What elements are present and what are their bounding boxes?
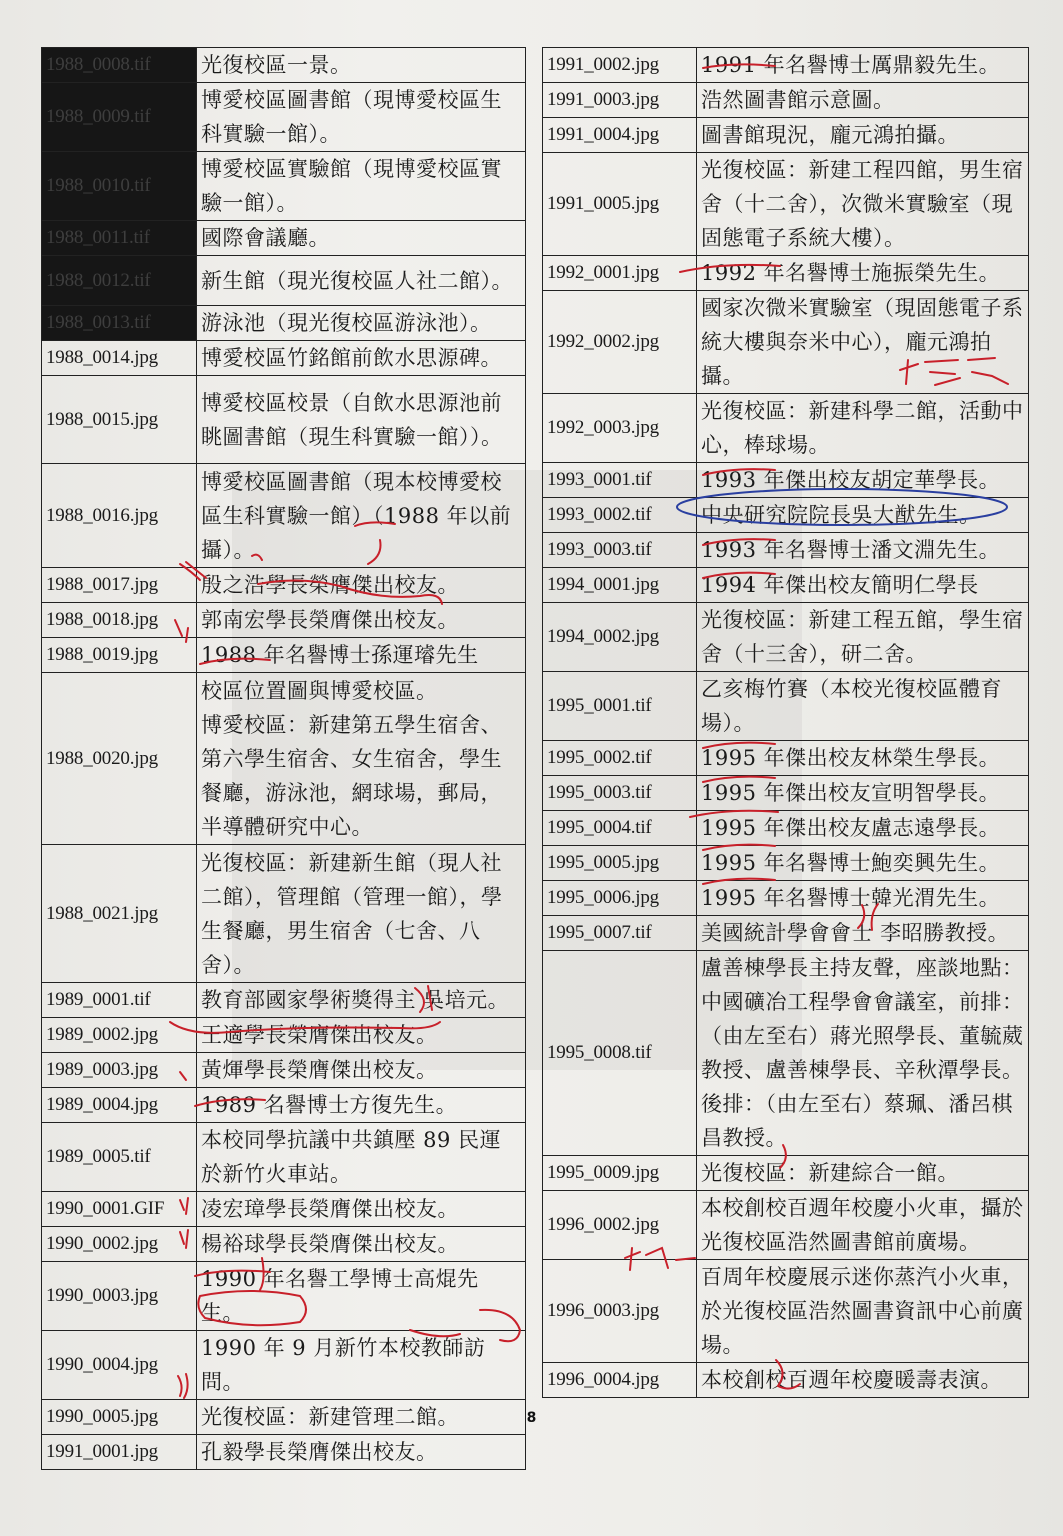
page-number: 8 xyxy=(526,1410,537,1426)
file-name-cell: 1995_0005.jpg xyxy=(543,846,697,881)
file-name-cell: 1988_0014.jpg xyxy=(42,341,197,376)
file-name-cell: 1989_0003.jpg xyxy=(42,1053,197,1088)
table-row xyxy=(543,1156,1029,1191)
file-name-cell: 1993_0003.tif xyxy=(543,533,697,568)
description-cell: 國家次微米實驗室（現固態電子系統大樓與奈米中心），龐元鴻拍攝。 xyxy=(697,291,1029,394)
table-row xyxy=(42,341,526,376)
catalog-table-right xyxy=(542,47,1029,1398)
description-cell: 圖書館現況，龐元鴻拍攝。 xyxy=(697,118,1029,153)
table-row xyxy=(543,533,1029,568)
description-cell: 博愛校區圖書館（現博愛校區生科實驗一館）。 xyxy=(197,83,526,152)
description-cell: 百周年校慶展示迷你蒸汽小火車，於光復校區浩然圖書資訊中心前廣場。 xyxy=(697,1260,1029,1363)
table-row xyxy=(543,291,1029,394)
file-name-cell: 1992_0002.jpg xyxy=(543,291,697,394)
description-cell: 1992 年名譽博士施振榮先生。 xyxy=(697,256,1029,291)
table-row xyxy=(42,256,526,306)
file-name-cell: 1988_0009.tif xyxy=(42,83,197,152)
description-cell: 1991 年名譽博士厲鼎毅先生。 xyxy=(697,48,1029,83)
file-name-cell: 1990_0004.jpg xyxy=(42,1331,197,1400)
file-name-cell: 1995_0008.tif xyxy=(543,951,697,1156)
table-row xyxy=(543,881,1029,916)
description-cell: 郭南宏學長榮膺傑出校友。 xyxy=(197,603,526,638)
file-name-cell: 1993_0002.tif xyxy=(543,498,697,533)
description-cell: 光復校區：新建新生館（現人社二館），管理館（管理一館），學生餐廳，男生宿舍（七舍、八舍）。 xyxy=(197,845,526,983)
description-cell: 國際會議廳。 xyxy=(197,221,526,256)
description-cell: 1993 年名譽博士潘文淵先生。 xyxy=(697,533,1029,568)
description-cell: 黃煇學長榮膺傑出校友。 xyxy=(197,1053,526,1088)
file-name-cell: 1992_0003.jpg xyxy=(543,394,697,463)
description-cell: 光復校區一景。 xyxy=(197,48,526,83)
description-cell: 美國統計學會會士 李昭勝教授。 xyxy=(697,916,1029,951)
description-cell: 游泳池（現光復校區游泳池）。 xyxy=(197,306,526,341)
file-name-cell: 1988_0015.jpg xyxy=(42,376,197,464)
file-name-cell: 1991_0001.jpg xyxy=(42,1435,197,1470)
table-row xyxy=(543,568,1029,603)
description-cell: 光復校區：新建工程五館，學生宿舍（十三舍），研二舍。 xyxy=(697,603,1029,672)
table-row xyxy=(543,741,1029,776)
file-name-cell: 1995_0002.tif xyxy=(543,741,697,776)
file-name-cell: 1989_0005.tif xyxy=(42,1123,197,1192)
table-row xyxy=(42,1053,526,1088)
description-cell: 殷之浩學長榮膺傑出校友。 xyxy=(197,568,526,603)
file-name-cell: 1988_0018.jpg xyxy=(42,603,197,638)
file-name-cell: 1995_0009.jpg xyxy=(543,1156,697,1191)
file-name-cell: 1988_0020.jpg xyxy=(42,673,197,845)
table-row xyxy=(543,394,1029,463)
table-row xyxy=(42,1088,526,1123)
description-cell: 1995 年名譽博士鮑奕興先生。 xyxy=(697,846,1029,881)
file-name-cell: 1995_0007.tif xyxy=(543,916,697,951)
description-cell: 光復校區：新建科學二館，活動中心，棒球場。 xyxy=(697,394,1029,463)
table-row xyxy=(543,951,1029,1156)
description-cell: 王適學長榮膺傑出校友。 xyxy=(197,1018,526,1053)
file-name-cell: 1988_0016.jpg xyxy=(42,464,197,568)
description-cell: 1990 年 9 月新竹本校教師訪問。 xyxy=(197,1331,526,1400)
file-name-cell: 1996_0004.jpg xyxy=(543,1363,697,1398)
table-row xyxy=(543,83,1029,118)
description-cell: 本校創校百週年校慶小火車，攝於光復校區浩然圖書館前廣場。 xyxy=(697,1191,1029,1260)
file-name-cell: 1988_0011.tif xyxy=(42,221,197,256)
file-name-cell: 1991_0005.jpg xyxy=(543,153,697,256)
description-cell: 光復校區：新建綜合一館。 xyxy=(697,1156,1029,1191)
table-row xyxy=(543,1191,1029,1260)
table-row xyxy=(543,1260,1029,1363)
description-cell: 楊裕球學長榮膺傑出校友。 xyxy=(197,1227,526,1262)
file-name-cell: 1995_0001.tif xyxy=(543,672,697,741)
table-row xyxy=(42,464,526,568)
description-cell: 1995 年傑出校友林榮生學長。 xyxy=(697,741,1029,776)
file-name-cell: 1990_0001.GIF xyxy=(42,1192,197,1227)
file-name-cell: 1996_0003.jpg xyxy=(543,1260,697,1363)
file-name-cell: 1988_0010.tif xyxy=(42,152,197,221)
description-cell: 博愛校區圖書館（現本校博愛校區生科實驗一館）（1988 年以前攝）。 xyxy=(197,464,526,568)
description-cell: 乙亥梅竹賽（本校光復校區體育場）。 xyxy=(697,672,1029,741)
table-row xyxy=(42,221,526,256)
table-row xyxy=(543,672,1029,741)
file-name-cell: 1996_0002.jpg xyxy=(543,1191,697,1260)
description-cell: 孔毅學長榮膺傑出校友。 xyxy=(197,1435,526,1470)
table-row xyxy=(42,152,526,221)
description-cell: 盧善棟學長主持友聲，座談地點：中國礦冶工程學會會議室，前排：（由左至右）蔣光照學長、董毓葳教授、盧善棟學長、辛秋潭學長。後排：（由左至右）蔡珮、潘呂棋昌教授。 xyxy=(697,951,1029,1156)
table-row xyxy=(42,1018,526,1053)
file-name-cell: 1988_0008.tif xyxy=(42,48,197,83)
file-name-cell: 1990_0005.jpg xyxy=(42,1400,197,1435)
file-name-cell: 1988_0021.jpg xyxy=(42,845,197,983)
file-name-cell: 1995_0004.tif xyxy=(543,811,697,846)
table-row xyxy=(42,1227,526,1262)
table-row xyxy=(543,846,1029,881)
table-row xyxy=(42,1331,526,1400)
description-cell: 1988 年名譽博士孫運璿先生 xyxy=(197,638,526,673)
table-row xyxy=(543,153,1029,256)
file-name-cell: 1993_0001.tif xyxy=(543,463,697,498)
table-row xyxy=(543,498,1029,533)
description-cell: 1989 名譽博士方復先生。 xyxy=(197,1088,526,1123)
table-row xyxy=(543,256,1029,291)
description-cell: 博愛校區竹銘館前飲水思源碑。 xyxy=(197,341,526,376)
description-cell: 1995 年傑出校友盧志遠學長。 xyxy=(697,811,1029,846)
file-name-cell: 1995_0003.tif xyxy=(543,776,697,811)
table-row xyxy=(42,603,526,638)
table-row xyxy=(42,1123,526,1192)
table-row xyxy=(543,48,1029,83)
catalog-table-left xyxy=(41,47,526,1470)
table-row xyxy=(543,776,1029,811)
file-name-cell: 1991_0003.jpg xyxy=(543,83,697,118)
description-cell: 1994 年傑出校友簡明仁學長 xyxy=(697,568,1029,603)
file-name-cell: 1989_0001.tif xyxy=(42,983,197,1018)
file-name-cell: 1992_0001.jpg xyxy=(543,256,697,291)
description-cell: 1993 年傑出校友胡定華學長。 xyxy=(697,463,1029,498)
table-row xyxy=(42,1435,526,1470)
description-cell: 本校創校百週年校慶暖壽表演。 xyxy=(697,1363,1029,1398)
table-row xyxy=(543,603,1029,672)
table-row xyxy=(543,916,1029,951)
table-row xyxy=(543,1363,1029,1398)
table-row xyxy=(42,673,526,845)
description-cell: 中央研究院院長吳大猷先生。 xyxy=(697,498,1029,533)
file-name-cell: 1989_0002.jpg xyxy=(42,1018,197,1053)
table-row xyxy=(543,463,1029,498)
file-name-cell: 1988_0013.tif xyxy=(42,306,197,341)
description-cell: 本校同學抗議中共鎮壓 89 民運於新竹火車站。 xyxy=(197,1123,526,1192)
table-row xyxy=(42,1262,526,1331)
file-name-cell: 1988_0017.jpg xyxy=(42,568,197,603)
description-cell: 凌宏璋學長榮膺傑出校友。 xyxy=(197,1192,526,1227)
description-cell: 博愛校區實驗館（現博愛校區實驗一館）。 xyxy=(197,152,526,221)
description-cell: 校區位置圖與博愛校區。 博愛校區：新建第五學生宿舍、第六學生宿舍、女生宿舍，學生餐廳，游泳池，網球場，郵局，半導體研究中心。 xyxy=(197,673,526,845)
file-name-cell: 1994_0001.jpg xyxy=(543,568,697,603)
file-name-cell: 1994_0002.jpg xyxy=(543,603,697,672)
table-row xyxy=(543,811,1029,846)
table-row xyxy=(42,83,526,152)
description-cell: 1995 年傑出校友宣明智學長。 xyxy=(697,776,1029,811)
file-name-cell: 1995_0006.jpg xyxy=(543,881,697,916)
description-cell: 光復校區：新建工程四館，男生宿舍（十二舍），次微米實驗室（現固態電子系統大樓）。 xyxy=(697,153,1029,256)
description-cell: 1995 年名譽博士韓光渭先生。 xyxy=(697,881,1029,916)
table-row xyxy=(42,983,526,1018)
file-name-cell: 1988_0019.jpg xyxy=(42,638,197,673)
file-name-cell: 1990_0002.jpg xyxy=(42,1227,197,1262)
description-cell: 教育部國家學術獎得主 吳培元。 xyxy=(197,983,526,1018)
file-name-cell: 1991_0002.jpg xyxy=(543,48,697,83)
file-name-cell: 1989_0004.jpg xyxy=(42,1088,197,1123)
description-cell: 新生館（現光復校區人社二館）。 xyxy=(197,256,526,306)
description-cell: 博愛校區校景（自飲水思源池前眺圖書館（現生科實驗一館））。 xyxy=(197,376,526,464)
table-row xyxy=(42,568,526,603)
table-row xyxy=(42,376,526,464)
table-row xyxy=(42,845,526,983)
file-name-cell: 1988_0012.tif xyxy=(42,256,197,306)
description-cell: 浩然圖書館示意圖。 xyxy=(697,83,1029,118)
file-name-cell: 1990_0003.jpg xyxy=(42,1262,197,1331)
table-row xyxy=(42,1192,526,1227)
file-name-cell: 1991_0004.jpg xyxy=(543,118,697,153)
description-cell: 光復校區：新建管理二館。 xyxy=(197,1400,526,1435)
table-row xyxy=(42,48,526,83)
description-cell: 1990 年名譽工學博士高焜先生。 xyxy=(197,1262,526,1331)
table-row xyxy=(42,306,526,341)
table-row xyxy=(543,118,1029,153)
table-row xyxy=(42,638,526,673)
